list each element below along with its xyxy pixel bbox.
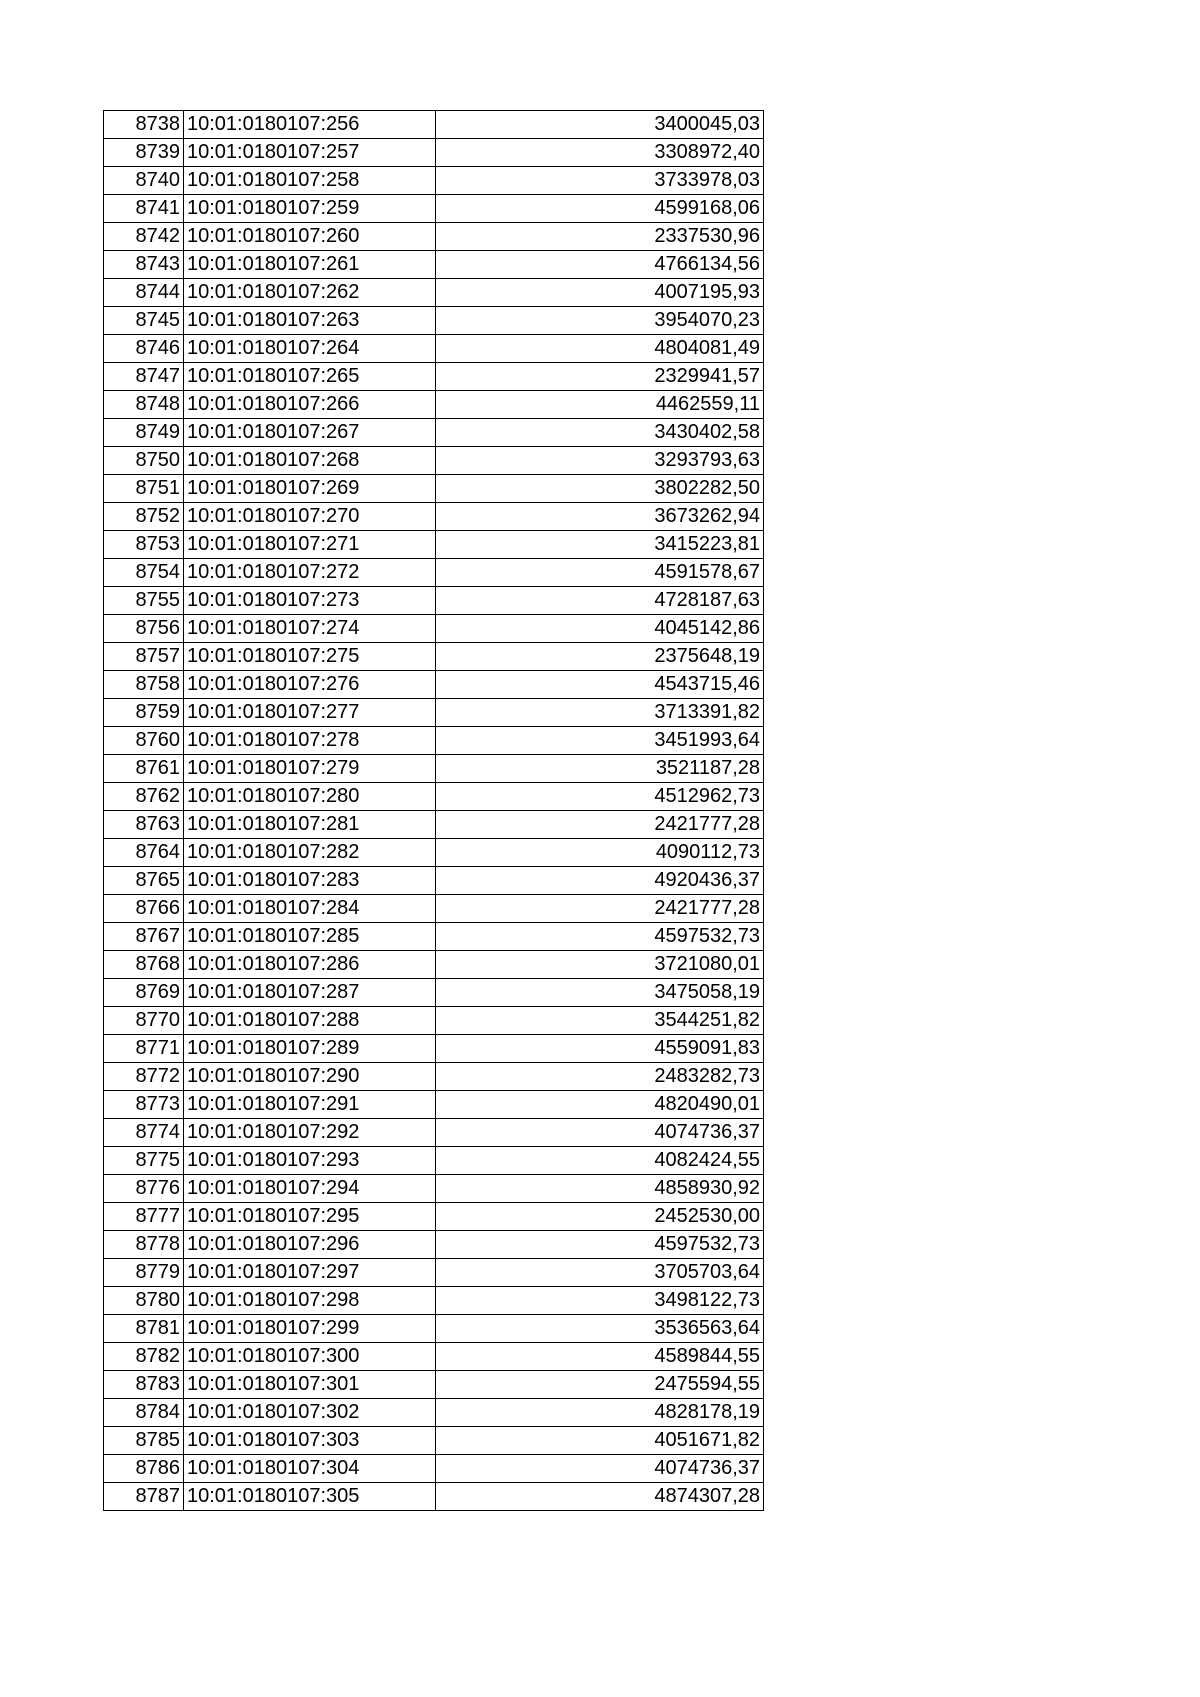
table-row (104, 1315, 764, 1343)
cadastral-number-cell: 10:01:0180107:295 (184, 1203, 436, 1231)
row-number-cell: 8778 (104, 1231, 184, 1259)
row-number-cell: 8761 (104, 755, 184, 783)
row-number-cell: 8779 (104, 1259, 184, 1287)
value-cell: 3430402,58 (436, 419, 764, 447)
row-number-cell: 8782 (104, 1343, 184, 1371)
table-row (104, 1063, 764, 1091)
table-row (104, 531, 764, 559)
table-row (104, 671, 764, 699)
cadastral-number-cell: 10:01:0180107:267 (184, 419, 436, 447)
value-cell: 4858930,92 (436, 1175, 764, 1203)
table-row (104, 587, 764, 615)
cadastral-number-cell: 10:01:0180107:292 (184, 1119, 436, 1147)
row-number-cell: 8759 (104, 699, 184, 727)
value-cell: 4045142,86 (436, 615, 764, 643)
table-row (104, 1091, 764, 1119)
row-number-cell: 8760 (104, 727, 184, 755)
table-row (104, 363, 764, 391)
row-number-cell: 8758 (104, 671, 184, 699)
value-cell: 4007195,93 (436, 279, 764, 307)
cadastral-number-cell: 10:01:0180107:296 (184, 1231, 436, 1259)
value-cell: 2421777,28 (436, 895, 764, 923)
cadastral-number-cell: 10:01:0180107:282 (184, 839, 436, 867)
table-row (104, 111, 764, 139)
table-row (104, 1203, 764, 1231)
value-cell: 3802282,50 (436, 475, 764, 503)
cadastral-number-cell: 10:01:0180107:270 (184, 503, 436, 531)
cadastral-number-cell: 10:01:0180107:294 (184, 1175, 436, 1203)
table-row (104, 923, 764, 951)
row-number-cell: 8755 (104, 587, 184, 615)
table-row (104, 1483, 764, 1511)
table-row (104, 1259, 764, 1287)
table-row (104, 1147, 764, 1175)
table-row (104, 895, 764, 923)
row-number-cell: 8741 (104, 195, 184, 223)
table-row (104, 251, 764, 279)
value-cell: 2337530,96 (436, 223, 764, 251)
value-cell: 4543715,46 (436, 671, 764, 699)
table-row (104, 223, 764, 251)
cadastral-number-cell: 10:01:0180107:265 (184, 363, 436, 391)
cadastral-number-cell: 10:01:0180107:266 (184, 391, 436, 419)
value-cell: 4591578,67 (436, 559, 764, 587)
table-row (104, 307, 764, 335)
cadastral-number-cell: 10:01:0180107:302 (184, 1399, 436, 1427)
value-cell: 2329941,57 (436, 363, 764, 391)
cadastral-number-cell: 10:01:0180107:301 (184, 1371, 436, 1399)
row-number-cell: 8763 (104, 811, 184, 839)
table-row (104, 1427, 764, 1455)
value-cell: 2421777,28 (436, 811, 764, 839)
table-row (104, 559, 764, 587)
row-number-cell: 8766 (104, 895, 184, 923)
cadastral-number-cell: 10:01:0180107:283 (184, 867, 436, 895)
table-row (104, 979, 764, 1007)
row-number-cell: 8756 (104, 615, 184, 643)
row-number-cell: 8777 (104, 1203, 184, 1231)
table-row (104, 419, 764, 447)
cadastral-number-cell: 10:01:0180107:298 (184, 1287, 436, 1315)
table-row (104, 699, 764, 727)
value-cell: 3713391,82 (436, 699, 764, 727)
value-cell: 4828178,19 (436, 1399, 764, 1427)
cadastral-number-cell: 10:01:0180107:280 (184, 783, 436, 811)
table-body (104, 111, 764, 1511)
row-number-cell: 8781 (104, 1315, 184, 1343)
table-row (104, 615, 764, 643)
row-number-cell: 8768 (104, 951, 184, 979)
cadastral-number-cell: 10:01:0180107:275 (184, 643, 436, 671)
cadastral-number-cell: 10:01:0180107:289 (184, 1035, 436, 1063)
cadastral-number-cell: 10:01:0180107:256 (184, 111, 436, 139)
value-cell: 4559091,83 (436, 1035, 764, 1063)
row-number-cell: 8762 (104, 783, 184, 811)
cadastral-number-cell: 10:01:0180107:262 (184, 279, 436, 307)
table-row (104, 755, 764, 783)
table-row (104, 811, 764, 839)
row-number-cell: 8750 (104, 447, 184, 475)
value-cell: 4051671,82 (436, 1427, 764, 1455)
cadastral-number-cell: 10:01:0180107:300 (184, 1343, 436, 1371)
cadastral-number-cell: 10:01:0180107:290 (184, 1063, 436, 1091)
row-number-cell: 8740 (104, 167, 184, 195)
cadastral-number-cell: 10:01:0180107:277 (184, 699, 436, 727)
cadastral-number-cell: 10:01:0180107:263 (184, 307, 436, 335)
row-number-cell: 8753 (104, 531, 184, 559)
cadastral-number-cell: 10:01:0180107:259 (184, 195, 436, 223)
row-number-cell: 8769 (104, 979, 184, 1007)
row-number-cell: 8773 (104, 1091, 184, 1119)
value-cell: 4874307,28 (436, 1483, 764, 1511)
cadastral-number-cell: 10:01:0180107:271 (184, 531, 436, 559)
cadastral-number-cell: 10:01:0180107:257 (184, 139, 436, 167)
cadastral-number-cell: 10:01:0180107:287 (184, 979, 436, 1007)
row-number-cell: 8765 (104, 867, 184, 895)
table-row (104, 643, 764, 671)
cadastral-number-cell: 10:01:0180107:286 (184, 951, 436, 979)
value-cell: 4074736,37 (436, 1455, 764, 1483)
cadastral-number-cell: 10:01:0180107:281 (184, 811, 436, 839)
value-cell: 3544251,82 (436, 1007, 764, 1035)
cadastral-number-cell: 10:01:0180107:258 (184, 167, 436, 195)
value-cell: 4728187,63 (436, 587, 764, 615)
cadastral-number-cell: 10:01:0180107:276 (184, 671, 436, 699)
table-row (104, 391, 764, 419)
value-cell: 3536563,64 (436, 1315, 764, 1343)
value-cell: 4512962,73 (436, 783, 764, 811)
row-number-cell: 8774 (104, 1119, 184, 1147)
table-row (104, 1035, 764, 1063)
table-row (104, 475, 764, 503)
table-row (104, 1399, 764, 1427)
value-cell: 3705703,64 (436, 1259, 764, 1287)
cadastral-number-cell: 10:01:0180107:272 (184, 559, 436, 587)
value-cell: 2475594,55 (436, 1371, 764, 1399)
table-row (104, 1287, 764, 1315)
row-number-cell: 8743 (104, 251, 184, 279)
table-row (104, 335, 764, 363)
cadastral-number-cell: 10:01:0180107:293 (184, 1147, 436, 1175)
row-number-cell: 8785 (104, 1427, 184, 1455)
cadastral-number-cell: 10:01:0180107:299 (184, 1315, 436, 1343)
value-cell: 2452530,00 (436, 1203, 764, 1231)
table-row (104, 1343, 764, 1371)
value-cell: 3475058,19 (436, 979, 764, 1007)
cadastral-number-cell: 10:01:0180107:274 (184, 615, 436, 643)
cadastral-number-cell: 10:01:0180107:278 (184, 727, 436, 755)
value-cell: 3415223,81 (436, 531, 764, 559)
value-cell: 3521187,28 (436, 755, 764, 783)
cadastral-number-cell: 10:01:0180107:264 (184, 335, 436, 363)
cadastral-number-cell: 10:01:0180107:284 (184, 895, 436, 923)
value-cell: 3293793,63 (436, 447, 764, 475)
value-cell: 4920436,37 (436, 867, 764, 895)
value-cell: 3308972,40 (436, 139, 764, 167)
cadastral-number-cell: 10:01:0180107:288 (184, 1007, 436, 1035)
value-cell: 3498122,73 (436, 1287, 764, 1315)
cadastral-number-cell: 10:01:0180107:291 (184, 1091, 436, 1119)
table-row (104, 951, 764, 979)
row-number-cell: 8742 (104, 223, 184, 251)
table-row (104, 503, 764, 531)
cadastral-number-cell: 10:01:0180107:279 (184, 755, 436, 783)
value-cell: 3400045,03 (436, 111, 764, 139)
row-number-cell: 8787 (104, 1483, 184, 1511)
row-number-cell: 8744 (104, 279, 184, 307)
table-row (104, 279, 764, 307)
value-cell: 3451993,64 (436, 727, 764, 755)
row-number-cell: 8745 (104, 307, 184, 335)
row-number-cell: 8767 (104, 923, 184, 951)
table-row (104, 1119, 764, 1147)
value-cell: 4082424,55 (436, 1147, 764, 1175)
row-number-cell: 8780 (104, 1287, 184, 1315)
row-number-cell: 8783 (104, 1371, 184, 1399)
value-cell: 4597532,73 (436, 923, 764, 951)
table-row (104, 1175, 764, 1203)
table-row (104, 727, 764, 755)
cadastral-number-cell: 10:01:0180107:268 (184, 447, 436, 475)
row-number-cell: 8786 (104, 1455, 184, 1483)
value-cell: 4589844,55 (436, 1343, 764, 1371)
row-number-cell: 8748 (104, 391, 184, 419)
cadastral-number-cell: 10:01:0180107:304 (184, 1455, 436, 1483)
value-cell: 4820490,01 (436, 1091, 764, 1119)
value-cell: 2483282,73 (436, 1063, 764, 1091)
row-number-cell: 8746 (104, 335, 184, 363)
row-number-cell: 8738 (104, 111, 184, 139)
row-number-cell: 8764 (104, 839, 184, 867)
table-row (104, 167, 764, 195)
row-number-cell: 8754 (104, 559, 184, 587)
row-number-cell: 8771 (104, 1035, 184, 1063)
table-row (104, 1455, 764, 1483)
value-cell: 3721080,01 (436, 951, 764, 979)
row-number-cell: 8739 (104, 139, 184, 167)
row-number-cell: 8772 (104, 1063, 184, 1091)
data-table (103, 110, 764, 1511)
table-row (104, 1231, 764, 1259)
cadastral-number-cell: 10:01:0180107:273 (184, 587, 436, 615)
cadastral-number-cell: 10:01:0180107:303 (184, 1427, 436, 1455)
cadastral-number-cell: 10:01:0180107:297 (184, 1259, 436, 1287)
table-row (104, 139, 764, 167)
table-row (104, 867, 764, 895)
value-cell: 3954070,23 (436, 307, 764, 335)
value-cell: 4074736,37 (436, 1119, 764, 1147)
value-cell: 4599168,06 (436, 195, 764, 223)
value-cell: 3673262,94 (436, 503, 764, 531)
table-row (104, 1371, 764, 1399)
table-row (104, 783, 764, 811)
row-number-cell: 8757 (104, 643, 184, 671)
cadastral-number-cell: 10:01:0180107:261 (184, 251, 436, 279)
value-cell: 4597532,73 (436, 1231, 764, 1259)
value-cell: 4090112,73 (436, 839, 764, 867)
row-number-cell: 8784 (104, 1399, 184, 1427)
value-cell: 2375648,19 (436, 643, 764, 671)
table-row (104, 839, 764, 867)
cadastral-number-cell: 10:01:0180107:305 (184, 1483, 436, 1511)
row-number-cell: 8749 (104, 419, 184, 447)
value-cell: 4462559,11 (436, 391, 764, 419)
row-number-cell: 8747 (104, 363, 184, 391)
row-number-cell: 8770 (104, 1007, 184, 1035)
value-cell: 4766134,56 (436, 251, 764, 279)
value-cell: 4804081,49 (436, 335, 764, 363)
cadastral-number-cell: 10:01:0180107:269 (184, 475, 436, 503)
row-number-cell: 8751 (104, 475, 184, 503)
cadastral-number-cell: 10:01:0180107:260 (184, 223, 436, 251)
row-number-cell: 8752 (104, 503, 184, 531)
row-number-cell: 8776 (104, 1175, 184, 1203)
value-cell: 3733978,03 (436, 167, 764, 195)
table-row (104, 447, 764, 475)
row-number-cell: 8775 (104, 1147, 184, 1175)
table-row (104, 1007, 764, 1035)
cadastral-number-cell: 10:01:0180107:285 (184, 923, 436, 951)
table-row (104, 195, 764, 223)
